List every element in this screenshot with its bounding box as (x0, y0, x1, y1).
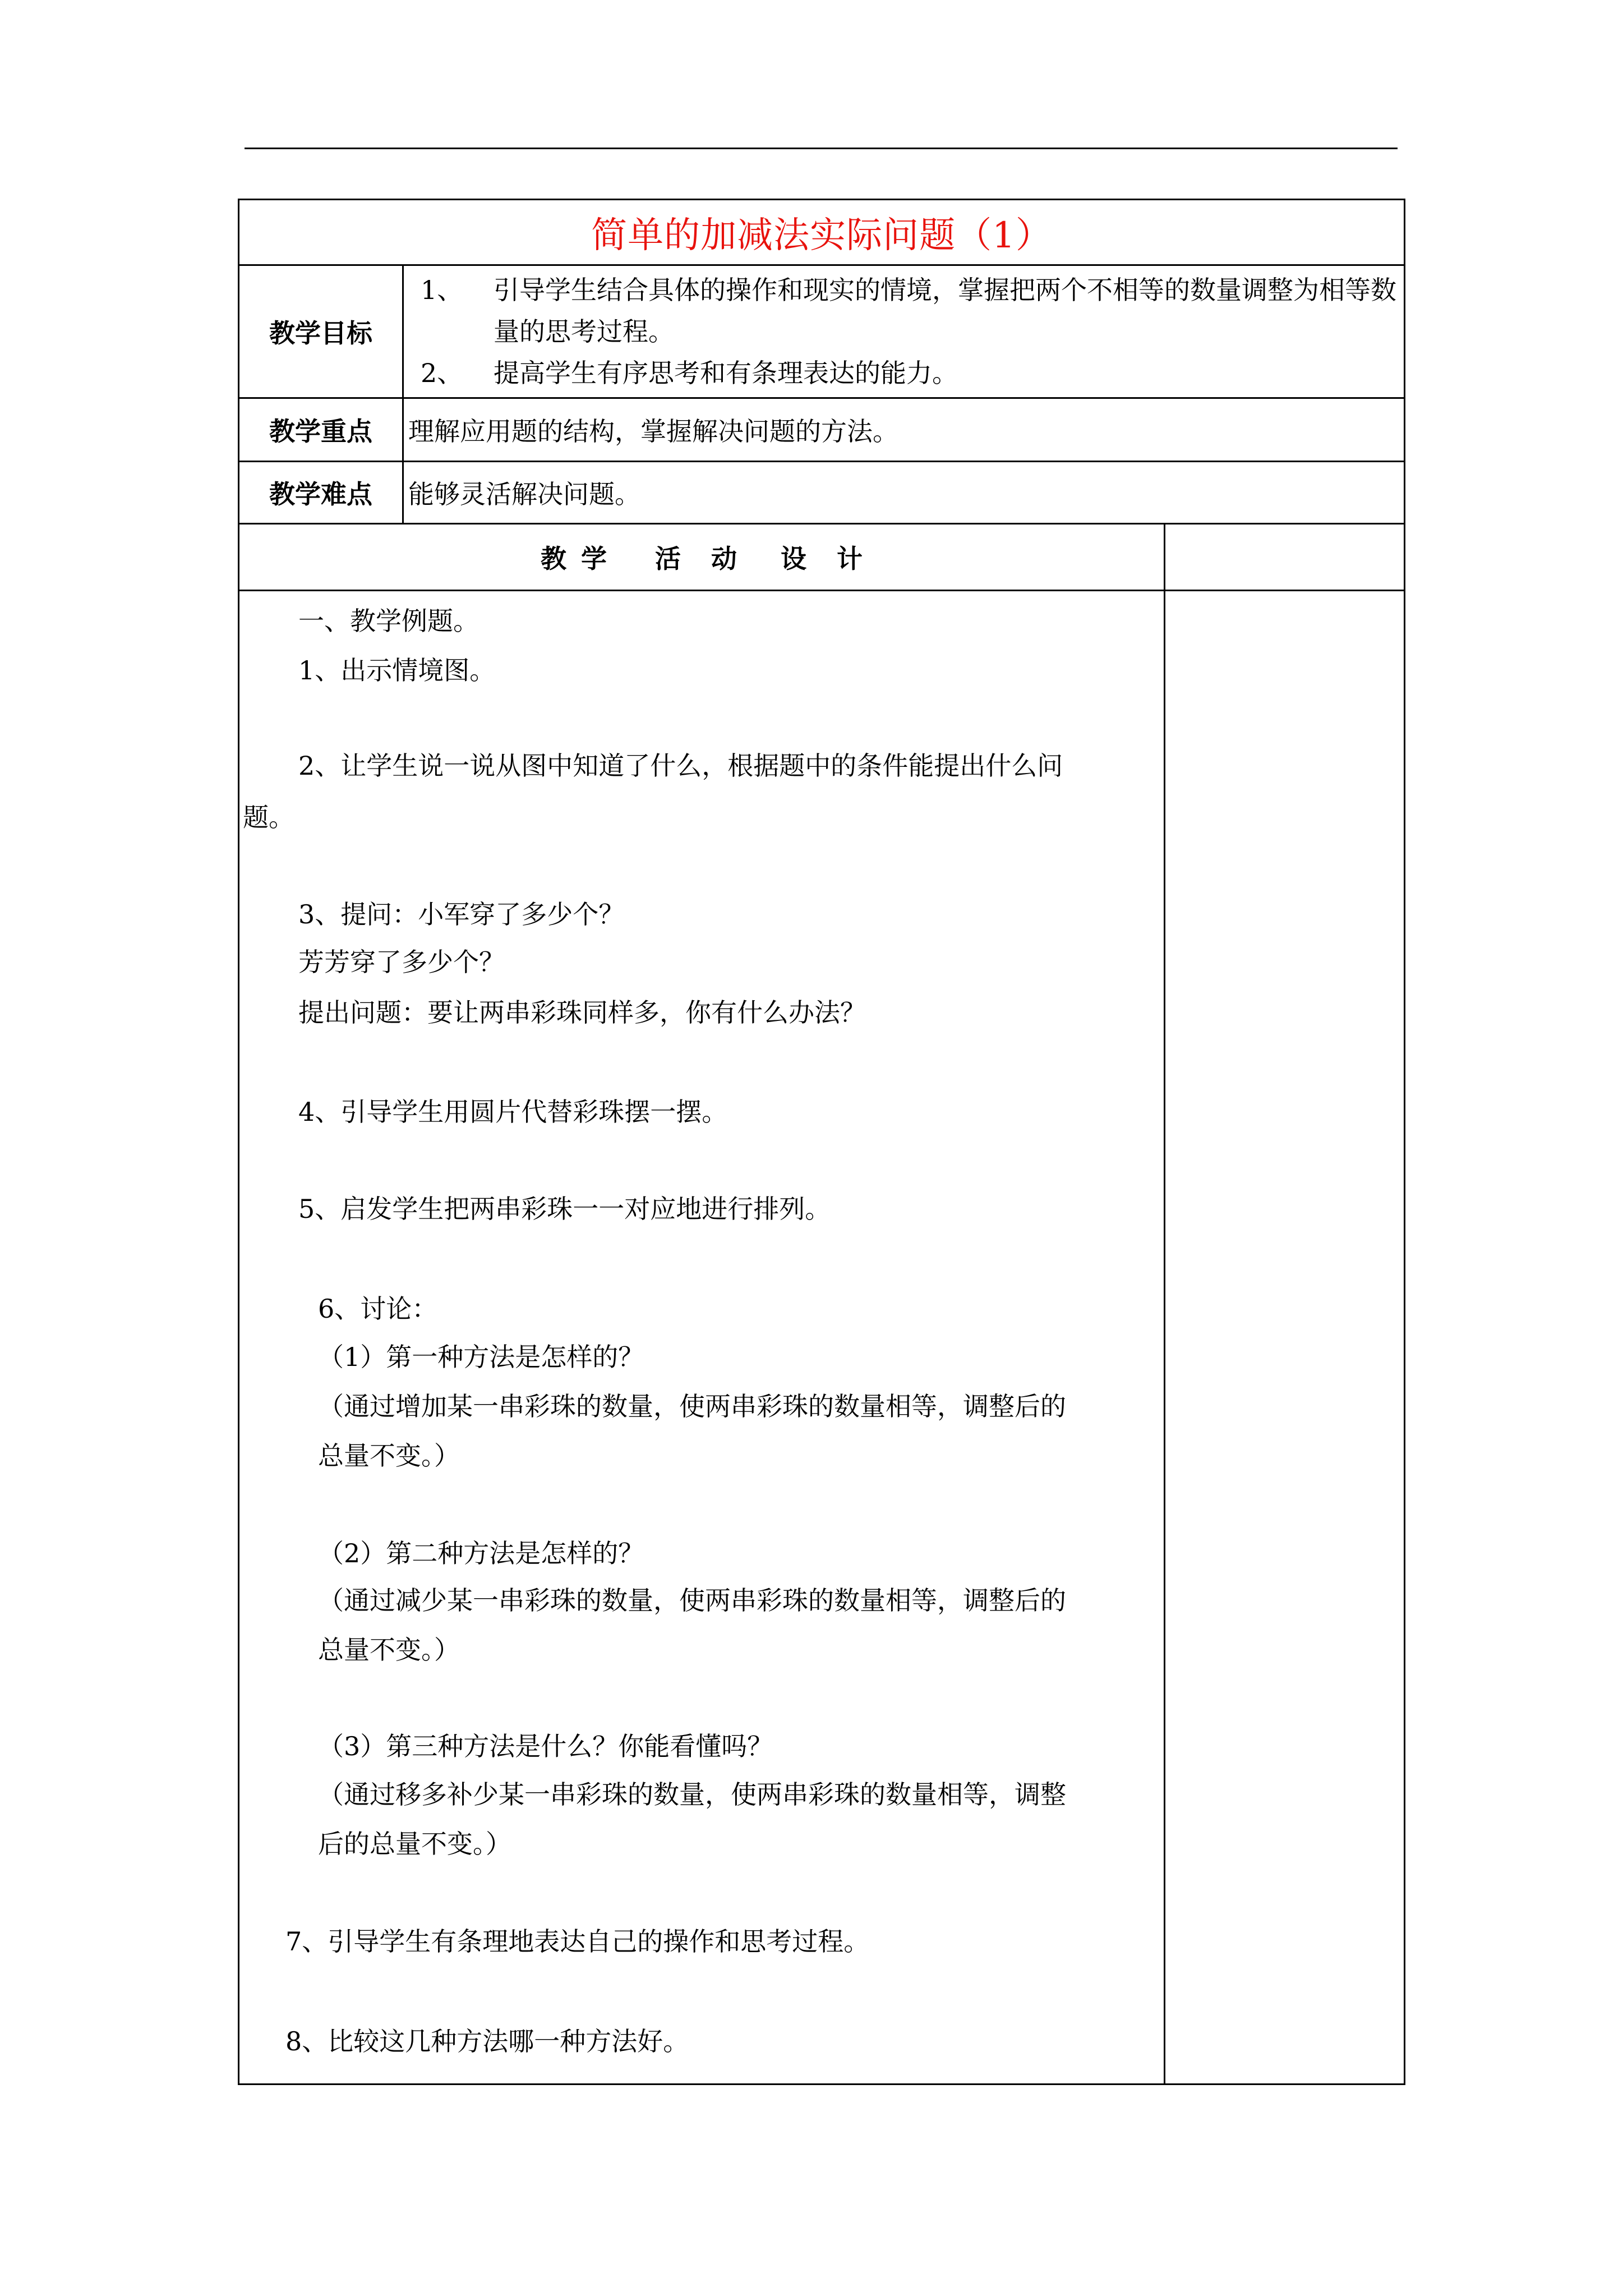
design-line: 3、提问：小军穿了多少个？ (298, 899, 625, 930)
lesson-plan-table (238, 199, 1405, 2085)
goals-label: 教学目标 (239, 265, 403, 398)
difficulty-text: 能够灵活解决问题。 (403, 462, 1405, 524)
design-line: 6、讨论： (318, 1294, 438, 1324)
goals-row (239, 265, 1405, 398)
design-line: 总量不变。） (318, 1441, 460, 1471)
header-rule (245, 148, 1398, 149)
design-line: 5、启发学生把两串彩珠一一对应地进行排列。 (298, 1194, 831, 1224)
lesson-title: 简单的加减法实际问题（1） (239, 200, 1405, 265)
design-line: 2、让学生说一说从图中知道了什么，根据题中的条件能提出什么问 (298, 751, 1063, 781)
goals-content (403, 265, 1405, 398)
design-line: 总量不变。） (318, 1635, 460, 1665)
key-point-label: 教学重点 (239, 398, 403, 462)
difficulty-row (239, 462, 1405, 524)
goal-number: 2、 (421, 358, 463, 388)
design-line: 题。 (243, 802, 294, 832)
design-line: 后的总量不变。） (318, 1829, 511, 1859)
goal-text: 引导学生结合具体的操作和现实的情境，掌握把两个不相等的数量调整为相等数量的思考过程。 (494, 275, 1396, 347)
design-line: 4、引导学生用圆片代替彩珠摆一摆。 (298, 1097, 728, 1127)
notes-heading-cell (1165, 524, 1405, 591)
goal-text: 提高学生有序思考和有条理表达的能力。 (494, 358, 958, 388)
goal-item (408, 269, 1404, 352)
design-line: 一、教学例题。 (298, 606, 479, 636)
design-line: 提出问题：要让两串彩珠同样多，你有什么办法？ (298, 997, 866, 1028)
design-heading-char: 教 (541, 544, 566, 574)
design-line: （3）第三种方法是什么？你能看懂吗？ (318, 1731, 773, 1761)
design-line: （通过增加某一串彩珠的数量，使两串彩珠的数量相等，调整后的 (318, 1391, 1066, 1421)
key-point-text: 理解应用题的结构，掌握解决问题的方法。 (403, 398, 1405, 462)
design-body (239, 591, 1165, 2085)
design-line: （1）第一种方法是怎样的？ (318, 1342, 644, 1372)
key-point-row (239, 398, 1405, 462)
design-body-row (239, 591, 1405, 2085)
design-heading-char: 动 (711, 544, 737, 574)
design-line: 8、比较这几种方法哪一种方法好。 (285, 2026, 689, 2056)
goal-number: 1、 (421, 275, 463, 305)
design-heading-char: 学 (581, 544, 607, 574)
design-heading (239, 524, 1165, 591)
design-line: （2）第二种方法是怎样的？ (318, 1538, 644, 1568)
design-heading-char: 计 (837, 544, 863, 574)
design-line: 1、出示情境图。 (298, 655, 496, 685)
design-line: 芳芳穿了多少个？ (298, 947, 505, 977)
design-heading-char: 设 (781, 544, 806, 574)
goals-list (408, 266, 1404, 397)
design-content (239, 591, 1164, 2083)
goal-item (408, 352, 1404, 394)
difficulty-label: 教学难点 (239, 462, 403, 524)
title-row (239, 200, 1405, 265)
design-line: （通过移多补少某一串彩珠的数量，使两串彩珠的数量相等，调整 (318, 1779, 1066, 1810)
notes-body-cell (1165, 591, 1405, 2085)
design-line: 7、引导学生有条理地表达自己的操作和思考过程。 (285, 1926, 870, 1957)
design-line: （通过减少某一串彩珠的数量，使两串彩珠的数量相等，调整后的 (318, 1585, 1066, 1616)
design-heading-char: 活 (655, 544, 681, 574)
design-heading-row (239, 524, 1405, 591)
